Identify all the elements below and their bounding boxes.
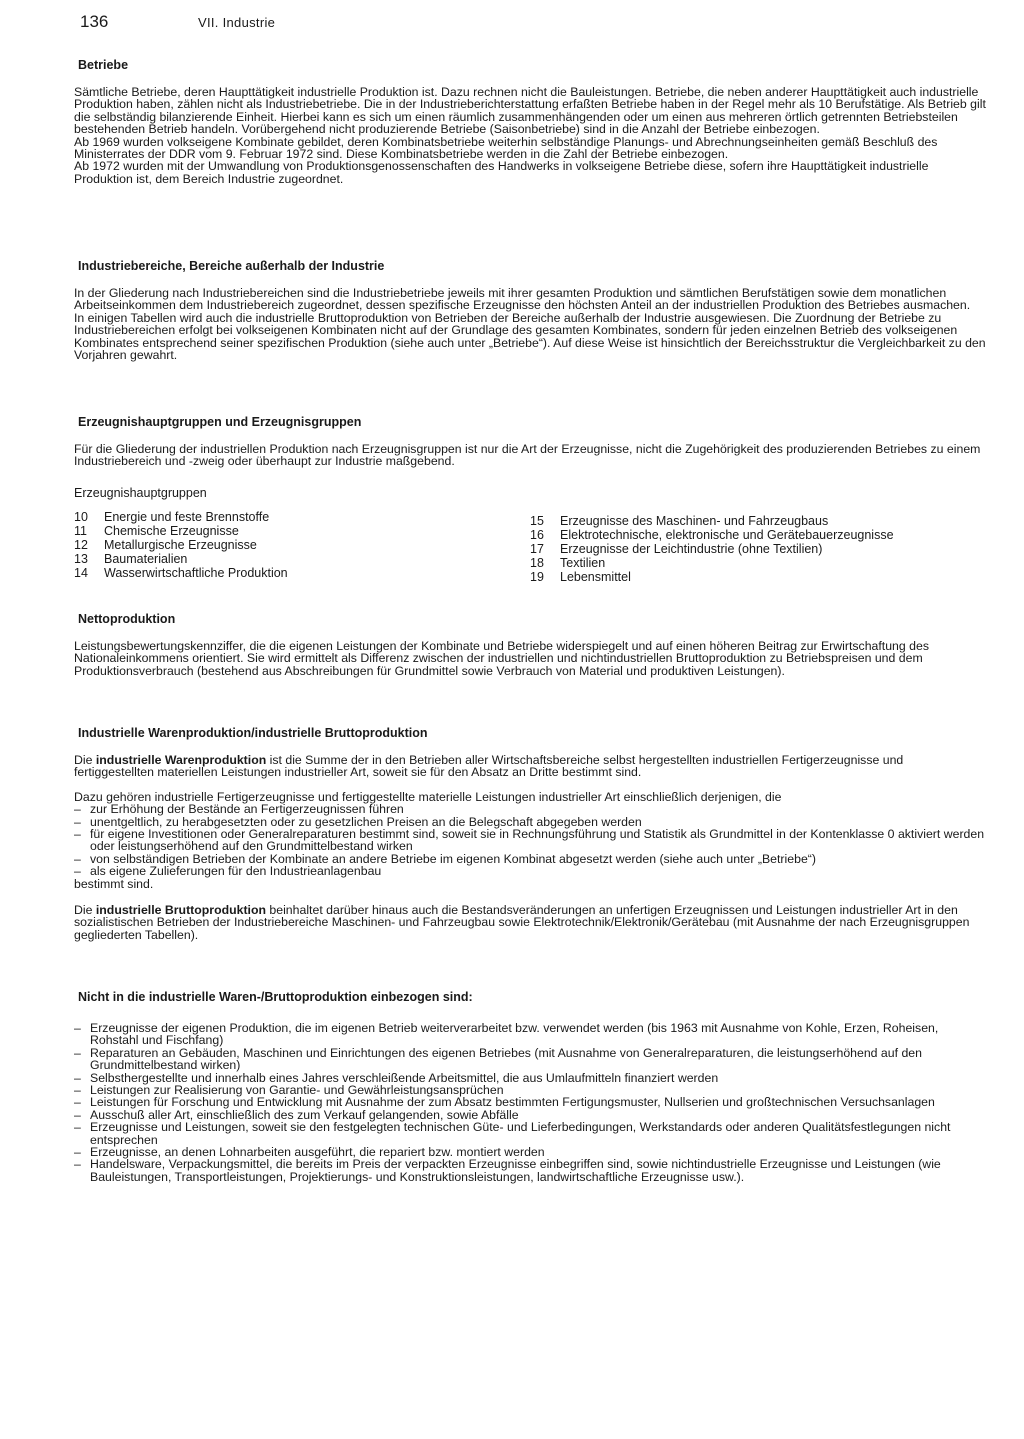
group-code: 13	[74, 551, 88, 566]
list-item: – Reparaturen an Gebäuden, Maschinen und Einrichtungen des eigenen Betriebes (mit Ausnahme von Generalreparaturen, die leistungserhöhend auf den Grundmittelbestand wirken)	[74, 1047, 986, 1072]
group-name: Wasserwirtschaftliche Produktion	[104, 565, 288, 580]
paragraph: In der Gliederung nach Industriebereichen sind die Industriebetriebe jeweils mit ihrer gesamten Produktion und sämtlichen Berufstätigen sowie dem monatlichen Arbeitseinkommen dem Industriebereich zugeordnet, dessen spezifische Erzeugnisse den höchsten Anteil an der industriellen Produktion des Betriebes ausmachen.	[74, 286, 971, 313]
paragraph: Ab 1972 wurden mit der Umwandlung von Produktionsgenossenschaften des Handwerks in volkseigene Betriebe diese, sofern ihre Haupttätigkeit industrielle Produktion ist, dem Bereich Industrie zugeordnet.	[74, 159, 929, 186]
list-item: – von selbständigen Betrieben der Kombinate an andere Betriebe im eigenen Kombinat abgesetzt werden (siehe auch unter „Betriebe“)	[74, 853, 986, 865]
section-erzeugnisgruppen	[74, 415, 986, 584]
section-betriebe	[74, 58, 986, 185]
text: ist die Summe der in den Betrieben aller Wirtschaftsbereiche selbst hergestellten industriellen Fertigerzeugnisse und fertiggestellten materiellen Leistungen industrieller Art, soweit sie für den Absatz an Dritte bestimmt sind.	[74, 753, 904, 780]
section-industriebereiche	[74, 259, 986, 361]
list-item: – Leistungen für Forschung und Entwicklung mit Ausnahme der zum Absatz bestimmten Fertigungsmuster, Nullserien und großtechnischen Versuchsanlagen	[74, 1096, 986, 1108]
group-column-left	[74, 510, 530, 584]
list-item: – zur Erhöhung der Bestände an Fertigerzeugnissen führen	[74, 803, 986, 815]
subheading: Erzeugnishauptgruppen	[74, 485, 207, 500]
group-item	[74, 552, 530, 566]
group-item	[530, 556, 986, 570]
group-name: Chemische Erzeugnisse	[104, 523, 239, 538]
text: Die	[74, 753, 96, 767]
text: Die	[74, 903, 96, 918]
group-name: Textilien	[560, 555, 606, 570]
section-heading: Nettoproduktion	[78, 612, 176, 626]
group-name: Metallurgische Erzeugnisse	[104, 537, 257, 552]
group-code: 11	[74, 523, 87, 538]
group-name: Erzeugnisse der Leichtindustrie (ohne Textilien)	[560, 541, 823, 556]
group-column-right	[530, 510, 986, 584]
list-item: – Erzeugnisse und Leistungen, soweit sie den festgelegten technischen Güte- und Lieferbedingungen, Werkstandards oder anderen Qualitätsfestlegungen nicht entsprechen	[74, 1121, 986, 1146]
group-item	[74, 538, 530, 552]
group-item	[74, 524, 530, 538]
list-item: – Leistungen zur Realisierung von Garantie- und Gewährleistungsansprüchen	[74, 1084, 986, 1096]
paragraph	[74, 754, 986, 779]
section-nicht-einbezogen	[74, 990, 986, 1183]
group-code: 18	[530, 555, 544, 570]
dash-list	[74, 803, 986, 877]
section-heading: Industriebereiche, Bereiche außerhalb der Industrie	[78, 259, 385, 273]
group-name: Baumaterialien	[104, 551, 188, 566]
group-item	[530, 542, 986, 556]
list-item: – unentgeltlich, zu herabgesetzten oder zu gesetzlichen Preisen an die Belegschaft abgegeben werden	[74, 816, 986, 828]
group-code: 16	[530, 527, 544, 542]
text: beinhaltet darüber hinaus auch die Bestandsveränderungen an unfertigen Erzeugnissen und Leistungen industrieller Art in den sozialistischen Betrieben der Industriebereiche Maschinen- und Fahrzeugbau sowie Elektrotechnik/Elektronik/Gerätebau (mit Ausnahme der nach Erzeugnisgruppen gegliederten Tabellen).	[74, 903, 970, 942]
group-code: 10	[74, 509, 88, 524]
page-number: 136	[80, 12, 109, 31]
dash-list	[74, 1022, 986, 1183]
group-item	[530, 528, 986, 542]
group-name: Elektrotechnische, elektronische und Gerätebauerzeugnisse	[560, 527, 894, 542]
section-warenproduktion	[74, 726, 986, 941]
section-heading: Industrielle Warenproduktion/industrielle Bruttoproduktion	[78, 726, 428, 740]
group-item	[74, 566, 530, 580]
list-item: – Handelsware, Verpackungsmittel, die bereits im Preis der verpackten Erzeugnisse einbegriffen sind, sowie nichtindustrielle Erzeugnisse und Leistungen (wie Bauleistungen, Transportleistungen, Projektierungs- und Konstruktionsleistungen, landwirtschaftliche Erzeugnisse usw.).	[74, 1158, 986, 1183]
section-heading: Betriebe	[78, 58, 129, 72]
group-code: 15	[530, 513, 544, 528]
group-code: 19	[530, 569, 544, 584]
list-item: – Ausschuß aller Art, einschließlich des zum Verkauf gelangenden, sowie Abfälle	[74, 1109, 986, 1121]
paragraph	[74, 904, 986, 941]
paragraph: Ab 1969 wurden volkseigene Kombinate gebildet, deren Kombinatsbetriebe weiterhin selbständige Planungs- und Abrechnungseinheiten gemäß Beschluß des Ministerrates der DDR vom 9. Februar 1972 sind. Diese Kombinatsbetriebe werden in die Zahl der Betriebe einbezogen.	[74, 134, 938, 162]
group-code: 17	[530, 541, 544, 556]
group-name: Erzeugnisse des Maschinen- und Fahrzeugbaus	[560, 513, 829, 528]
paragraph: Dazu gehören industrielle Fertigerzeugnisse und fertiggestellte materielle Leistungen industrieller Art einschließlich derjenigen, die	[74, 789, 782, 804]
group-list	[74, 510, 986, 584]
group-name: Energie und feste Brennstoffe	[104, 509, 270, 524]
chapter-title: VII. Industrie	[198, 15, 276, 30]
group-code: 12	[74, 537, 88, 552]
section-heading: Nicht in die industrielle Waren-/Bruttoproduktion einbezogen sind:	[78, 990, 473, 1004]
paragraph: bestimmt sind.	[74, 876, 154, 891]
paragraph: In einigen Tabellen wird auch die industrielle Bruttoproduktion von Betrieben der Bereiche außerhalb der Industrie ausgewiesen. Die Zuordnung der Betriebe zu Industriebereichen erfolgt bei volkseigenen Kombinaten nicht auf der Grundlage des gesamten Kombinates, sondern für jeden einzelnen Betrieb des volkseigenen Kombinates entsprechend seiner spezifischen Produktion (siehe auch unter „Betriebe“). Auf diese Weise ist hinsichtlich der Bereichsstruktur die Vergleichbarkeit zu den Vorjahren gewahrt.	[74, 310, 986, 363]
group-name: Lebensmittel	[560, 569, 631, 584]
group-item	[530, 514, 986, 528]
list-item: – Selbsthergestellte und innerhalb eines Jahres verschleißende Arbeitsmittel, die aus Umlaufmitteln finanziert werden	[74, 1072, 986, 1084]
group-item	[530, 570, 986, 584]
paragraph: Sämtliche Betriebe, deren Haupttätigkeit industrielle Produktion ist. Dazu rechnen nicht die Bauleistungen. Betriebe, die neben anderer Haupttätigkeit auch industrielle Produktion haben, zählen nicht als Industriebetriebe. Die in der Industrieberichterstattung erfaßten Betriebe haben in der Regel mehr als 10 Berufstätige. Als Betrieb gilt die selbständig bilanzierende Einheit. Hierbei kann es sich um einen räumlich zusammenhängenden oder um einen aus mehreren örtlich getrennten Betriebsteilen bestehenden Betrieb handeln. Vorübergehend nicht produzierende Betriebe (Saisonbetriebe) sind in die Anzahl der Betriebe einbezogen.	[74, 85, 986, 137]
section-heading: Erzeugnishauptgruppen und Erzeugnisgruppen	[78, 415, 362, 429]
paragraph: Für die Gliederung der industriellen Produktion nach Erzeugnisgruppen ist nur die Art der Erzeugnisse, nicht die Zugehörigkeit des produzierenden Betriebes zu einem Industriebereich und -zweig oder überhaupt zur Industrie maßgebend.	[74, 442, 981, 469]
paragraph: Leistungsbewertungskennziffer, die die eigenen Leistungen der Kombinate und Betriebe widerspiegelt und auf einen höheren Beitrag zur Erwirtschaftung des Nationaleinkommens orientiert. Sie wird ermittelt als Differenz zwischen der industriellen und nichtindustriellen Bruttoproduktion zu Betriebspreisen und dem Produktionsverbrauch (bestehend aus Abschreibungen für Grundmittel sowie Verbrauch von Material und produktiven Leistungen).	[74, 639, 929, 678]
bold-term: industrielle Bruttoproduktion	[95, 903, 266, 918]
list-item: – als eigene Zulieferungen für den Industrieanlagenbau	[74, 865, 986, 877]
bold-term: industrielle Warenproduktion	[95, 753, 267, 767]
list-item: – für eigene Investitionen oder Generalreparaturen bestimmt sind, soweit sie in Rechnungsführung und Statistik als Grundmittel in der Kontenklasse 0 aktiviert werden oder leistungserhöhend auf den Grundmittelbestand wirken	[74, 828, 986, 853]
list-item: – Erzeugnisse, an denen Lohnarbeiten ausgeführt, die repariert bzw. montiert werden	[74, 1146, 986, 1158]
section-nettoproduktion	[74, 612, 986, 677]
list-item: – Erzeugnisse der eigenen Produktion, die im eigenen Betrieb weiterverarbeitet bzw. verwendet werden (bis 1963 mit Ausnahme von Kohle, Erzen, Roheisen, Rohstahl und Fischfang)	[74, 1022, 986, 1047]
group-code: 14	[74, 565, 88, 580]
group-item	[74, 510, 530, 524]
page-header	[80, 12, 1000, 34]
